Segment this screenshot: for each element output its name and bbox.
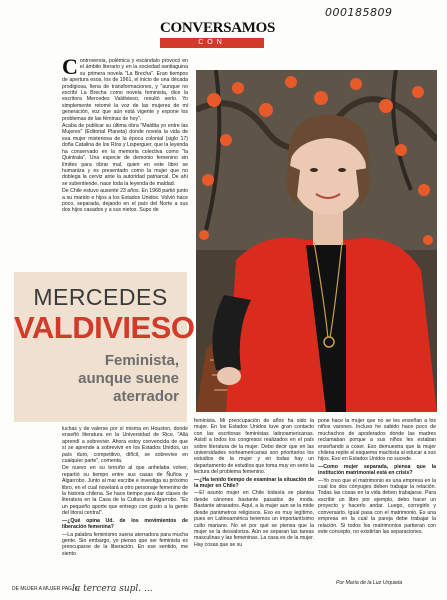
column-masthead [160,20,276,48]
portrait-photo [196,70,437,412]
interview-question: —¿Ha tenido tiempo de examinar la situación de la mujer en Chile? [194,476,314,490]
interview-answer: —La palabra feminismo suena aterradora para mucha gente. Sin embargo, yo pienso que ser feminista es preocuparse de la liberación. En ese sentido, me siento [62,531,188,557]
interview-answer: —Yo creo que el matrimonio es una empresa en la cual los dos cónyuges deben trabajar la relación. Todas las cosas en la vida deben trabajarse. Para escribir un libro por ejemplo, debo hacer un proyecto y hacerlo andar. Luego, corregirlo y conversarlo. Igual pasa con el matrimonio. Es una empresa en la cual la pareja debe trabajar la relación. Si todos los matrimonios partieran con este concepto, no existirían las separaciones. [318,477,436,535]
masthead-subtitle: CON [160,38,264,48]
intro-paragraph: Controversia, polémica y escándalo provocó en el ámbito literario y en la sociedad santiaguina su primera novela "La Brecha". Eran tiempos de apertura esos, los de 1961, el inicio de una década prodigiosa, llena de transformaciones, y "aunque no escribí La Brecha como novela feminista, dice la escritora Mercedes Valdivieso, resultó serlo. Yo simplemente retomé la voz de las mujeres de mi generación, voz que aún está vigente y expone los problemas de las féminas de hoy". [62,58,188,122]
headline-box [14,272,195,422]
byline: Por María de la Luz Urquieta [336,580,403,586]
body-column-1 [62,426,188,578]
page-footer: DE MUJER A MUJER PAG. 6 [12,586,78,592]
body-paragraph: De nuevo en su terruño al que anhelaba volver, repartió su tiempo entre sus casas de Ñuñoa y Algarrobo. Junto al mar escribe e investiga su próximo libro, en el cual novelará a otro personaje femenino de la historia chilena. Se hace tiempo para dar clases de literatura en la Casa de la Cultura de Algarrobo. "Es un pequeño aporte que entrego con gusto a la gente del litoral central". [62,465,188,517]
intro-column [62,58,188,270]
masthead-title: CONVERSAMOS [160,20,276,36]
body-paragraph: pone hace la mujer que no se les enseñan a los niños varones. Incluso he sabido hace poco de muchachos de apoderados donde las madres reclamaban porque a sus niños les estaban enseñando a coser. Eso demuestra que la mujer chilena repite el esquema machista al educar a sus hijos. Eso en Estados Unidos no sucede. [318,418,436,463]
handwritten-archive-id: 000185809 [325,6,393,19]
handwritten-source-note: la tercera supl. ... [72,584,153,594]
intro-paragraph: Acaba de publicar su última obra "Maldita yo entre las Mujeres" (Editorial Planeta) donde novela la vida de esa mujer misteriosa de la época colonial (siglo 17) doña Catalina de los Ríos y Lisperguer, que la leyenda ha conservado en la memoria colectiva como "la Quintrala". Una especie de demonio femenino sin límites para obrar mal, quien en este libro se humaniza y es presentado como la mujer que no doblega la cerviz ante la autoridad patriarcal. De ahí se subentiende, nace toda la leyenda de maldad. [62,123,188,187]
interview-answer: —El asunto mujer en Chile todavía se plantea desde cánones bastante pasados de moda. Bastante atrasados. Aquí, a la mujer aun se la mide desde parámetros religiosos. Eso es muy legítimo, pues en Latinoamérica tenemos un importantísimo culto mariano. No sé por qué se piensa que la mujer se la desvaloriza. Aún se separan las tareas masculinas y las femeninas. La casa es de la mujer. Hay cosas que se su [194,490,314,548]
interview-question: —¿Qué opina Ud. de los movimientos de liberación femenina? [62,517,188,531]
body-paragraph: feminista. Mi preocupación de años ha sido la mujer. En los Estados Unidos tuve gran contacto con las escritoras feministas latinoamericanas. Asistí a todos los congresos realizados en el país sobre literatura de la mujer. Debo decir que en las universidades norteamericanas son prioritarios los estudios de la mujer y en todas hay un departamento de estudios que toma muy en serio la lectura del problema femenino. [194,418,314,476]
body-paragraph: luchas y de valerse por sí misma en Houston, donde enseñó literatura en la Universidad de Rice. "Allá aprendí a sobrevivir. Ahora estoy convencida de que sí se aprende a sobrevivir en los Estados Unidos, un país duro, competitivo, difícil, se sobrevive en cualquier parte", comenta. [62,426,188,465]
body-column-3 [318,418,436,578]
headline-last-name: VALDIVIESO [14,310,195,345]
dropcap-letter: C [62,58,78,79]
headline-first-name: MERCEDES [33,284,168,310]
interview-question: —Como mujer separada, piensa que la institución matrimonial está en crisis? [318,463,436,477]
headline-subtitle: Feminista, aunque suene aterrador [78,352,179,405]
body-column-2 [194,418,314,582]
intro-paragraph: De Chile estuvo ausente 23 años. En 1968 partió junto a su marido e hijos a los Estados Unidos. Volvió hace poco, separada, dejando en el país del Norte a sus dos hijos casados y a sus nietos. Supo de [62,188,188,214]
